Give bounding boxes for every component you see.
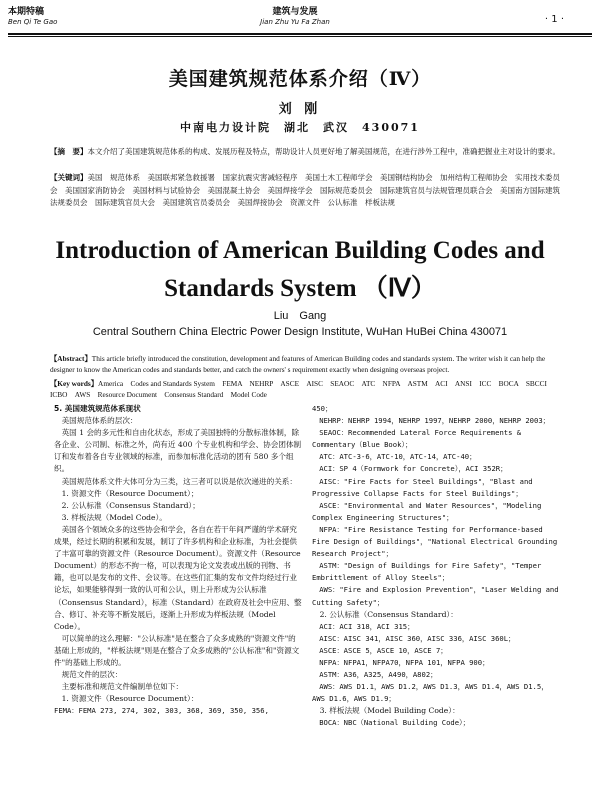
body-paragraph: ATC：ATC-3-6，ATC-10，ATC-14，ATC-40；	[312, 452, 477, 462]
journal-name-header	[215, 7, 375, 27]
body-paragraph: AISC：AISC 341，AISC 360，AISC 336，AISC 360L；	[312, 633, 516, 643]
english-title	[0, 232, 600, 308]
body-paragraph: 2. 公认标准（Consensus Standard）；	[54, 500, 200, 510]
body-paragraph: NFPA："Fire Resistance Testing for Performance-based Fire Design of Buildings"，"National Electrical Grounding Research Project"；	[312, 524, 558, 559]
body-paragraph: ASCE：ASCE 5，ASCE 10，ASCE 7；	[312, 645, 448, 655]
english-title-line-1: Introduction of American Building Codes and	[55, 237, 545, 264]
body-paragraph: 可以简单的这么理解："公认标准"是在整合了众多成熟的"资源文件"的基础上形成的，"样板法规"则是在整合了众多成熟的"公认标准"和"资源文件"的基础上形成的。	[54, 633, 300, 667]
chinese-keywords-label: 【关键词】	[50, 173, 88, 182]
body-paragraph: 450；	[312, 404, 333, 413]
body-paragraph: 美国规范体系的层次：	[54, 416, 138, 426]
body-paragraph: AWS："Fire and Explosion Prevention"，"Laser Welding and Cutting Safety"；	[312, 585, 559, 607]
body-paragraph: 5. 美国建筑规范体系现状	[54, 404, 141, 413]
body-paragraph: 3. 样板法规（Model Building Code）：	[312, 706, 460, 716]
body-paragraph: BOCA：NBC（National Building Code）；	[312, 718, 470, 728]
body-paragraph: 规范文件的层次：	[54, 670, 123, 680]
body-paragraph: ASTM：A36，A325，A490，A802；	[312, 670, 438, 680]
body-paragraph: AWS：AWS D1.1，AWS D1.2，AWS D1.3，AWS D1.4，AWS D1.5，AWS D1.6，AWS D1.9；	[312, 682, 549, 704]
english-abstract	[50, 353, 562, 375]
body-paragraph: 1. 资源文件（Resource Document）；	[54, 488, 199, 498]
chinese-abstract	[50, 146, 562, 157]
body-paragraph: ACI：SP 4（Formwork for Concrete），ACI 352R；	[312, 464, 508, 474]
body-paragraph: 1. 资源文件（Resource Document）：	[54, 694, 199, 704]
body-paragraph: 英国 1 会的多元性和自由化状态，形成了美国独特的分散标准体制，除各企业、公司制、标准之外，尚有近 400 个专业机构和学会、协会团体制订和发布着各自专业领域的标准，而参加标准化活动的团有 580 多个组织。	[54, 428, 302, 474]
chinese-abstract-label: 【摘 要】	[50, 147, 88, 156]
journal-pinyin: Jian Zhu Yu Fa Zhan	[260, 18, 330, 26]
chinese-abstract-text: 本文介绍了美国建筑规范体系的构成、发展历程及特点，帮助设计人员更好地了解美国规范，在进行涉外工程中，准确把握业主对设计的要求。	[87, 147, 560, 156]
body-paragraph: ASCE："Environmental and Water Resources"，"Modeling Complex Engineering Structures"；	[312, 500, 542, 522]
body-paragraph: 美国规范体系文件大体可分为三类，这三者可以说是依次递进的关系：	[54, 476, 297, 486]
chinese-affiliation: 中南电力设计院 湖北 武汉 430071	[180, 121, 420, 134]
chinese-title: 美国建筑规范体系介绍（Ⅳ）	[168, 68, 432, 90]
section-pinyin: Ben Qi Te Gao	[8, 18, 58, 26]
body-paragraph: 美国各个领域众多的这些协会和学会，各自在若干年间严谨的学术研究成果，经过长期的积累和发展，制订了许多机构和企业标准，为社会提供了丰富可靠的资源文件（Resource Document）。资源文件（Resource Document）的形态不拘一格，可以表现为论文发表或出版的刊物、书籍，也可以是发布的文件、会议等。在这些们汇集的发布文件均经过行业论坛，如果能够得到一致的认可和公认，则上升形成为公认标准（Consensus Standard），标准（Standard）在政府及社会中应用、整合、修订、补充等不断发展后，逐渐上升形成为样板法规（Model Code）。	[54, 524, 302, 631]
body-paragraph: 2. 公认标准（Consensus Standard）：	[312, 609, 458, 619]
body-paragraph: 主要标准和规范文件编制单位如下：	[54, 682, 184, 692]
header-rule-thin	[8, 36, 592, 37]
journal-section-header	[8, 7, 57, 27]
body-column-right	[312, 403, 560, 730]
english-abstract-text: This article briefly introduced the constitution, development and features of American Building codes and standards system. The writer wish it can help the designer to know the American codes and standards better, and catch the owners' s requirement exactly when designing overseas project.	[50, 354, 546, 374]
header-rule	[8, 33, 592, 35]
body-paragraph: 3. 样板法规（Model Code）。	[54, 512, 167, 522]
chinese-keywords	[50, 172, 562, 210]
body-paragraph: FEMA：FEMA 273, 274, 302, 303, 368, 369, 350, 356,	[54, 706, 269, 716]
chinese-author: 刘 刚	[278, 102, 322, 117]
english-abstract-label: 【Abstract】	[50, 354, 92, 363]
body-paragraph: ASTM："Design of Buildings for Fire Safety"，"Temper Embrittlement of Alloy Steels"；	[312, 561, 542, 583]
english-keywords	[50, 378, 562, 400]
body-paragraph: SEAOC：Recommended Lateral Force Requirements & Commentary（Blue Book）；	[312, 428, 522, 450]
journal-title: 建筑与发展	[272, 7, 318, 17]
english-keywords-text: America Codes and Standards System FEMA NEHRP ASCE AISC SEAOC ATC NFPA ASTM ACI ANSI ICC BOCA SBCCI ICBO AWS Resource Document Consensus Standard Model Code	[50, 379, 555, 399]
body-paragraph: NFPA：NFPA1，NFPA70，NFPA 101，NFPA 900；	[312, 657, 490, 667]
english-affiliation: Central Southern China Electric Power Design Institute, WuHan HuBei China 430071	[92, 326, 508, 338]
english-author: Liu Gang	[273, 310, 327, 322]
body-paragraph: NEHRP：NEHRP 1994，NEHRP 1997，NEHRP 2000，NEHRP 2003；	[312, 416, 550, 426]
english-keywords-label: 【Key words】	[50, 379, 99, 388]
body-paragraph: AISC："Fire Facts for Steel Buildings"，"Blast and Progressive Collapse Facts for Steel Buildings"；	[312, 476, 533, 498]
english-title-line-2: Standards System （Ⅳ）	[164, 275, 436, 302]
body-paragraph: ACI：ACI 318，ACI 315；	[312, 621, 415, 631]
page-number: · 1 ·	[544, 14, 564, 25]
body-column-left	[54, 403, 302, 717]
section-title: 本期特稿	[8, 7, 45, 17]
chinese-keywords-text: 美国 规范体系 美国联邦紧急救援署 国家抗震灾害减轻程序 美国土木工程师学会 美国钢结构协会 加州结构工程师协会 实用技术委员会 美国国家消防协会 美国材料与试验协会 美国混凝土协会 美国焊接学会 国际规范委员会 国际建筑官员与法规管理员联合会 美国南方国际建筑法规委员会 国际建筑官员大会 美国建筑官员委员会 美国焊接协会 资源文件 公认标准 样板法规	[50, 173, 560, 207]
